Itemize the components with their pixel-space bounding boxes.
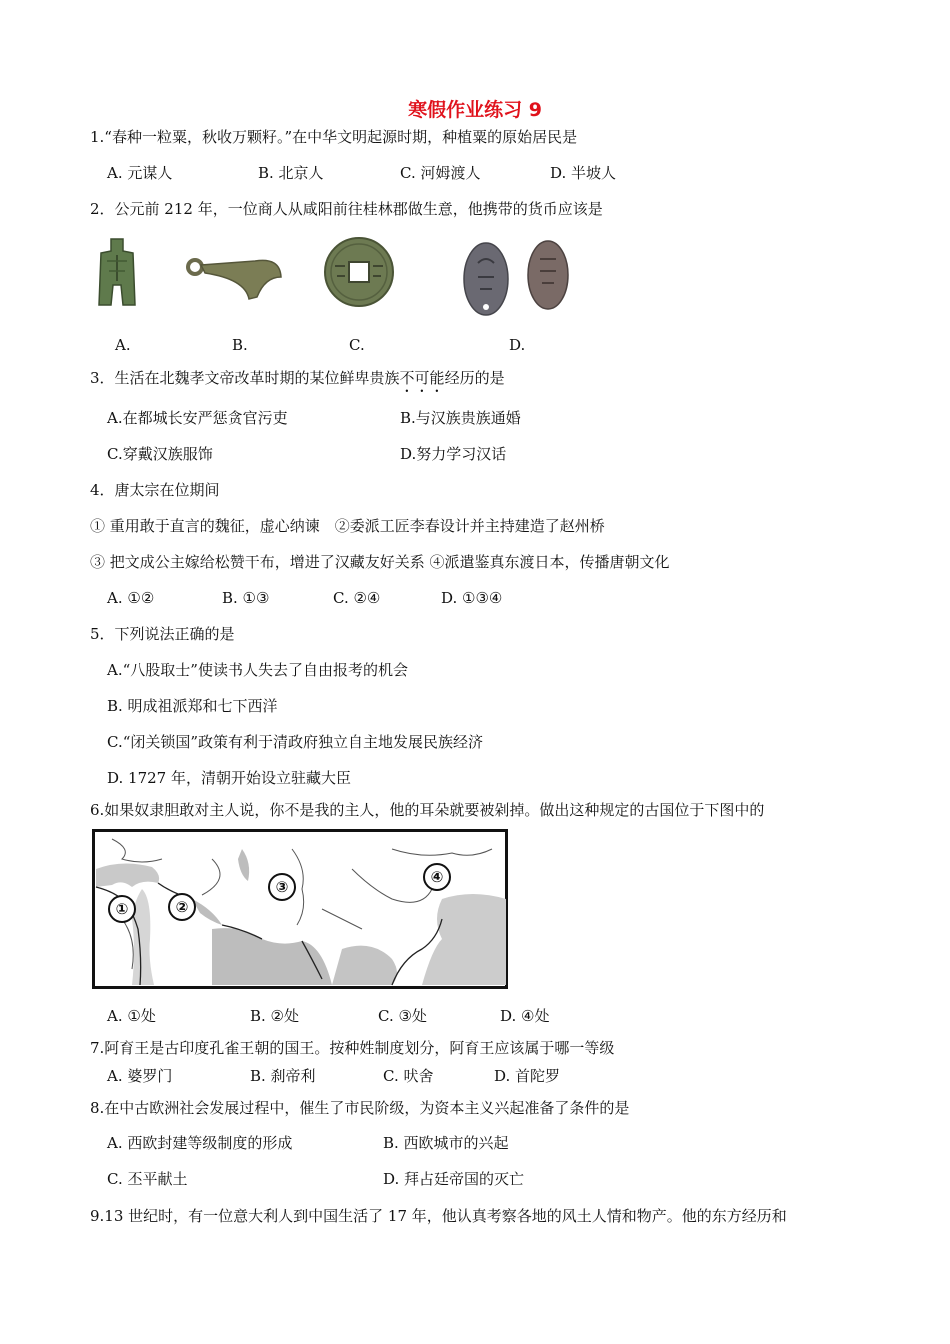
- map-marker-3: ③: [275, 878, 289, 896]
- ancient-world-map: [92, 829, 508, 989]
- q5-option-d: D. 1727 年，清朝开始设立驻藏大臣: [107, 769, 351, 787]
- question-7-stem: 7.阿育王是古印度孔雀王朝的国王。按种姓制度划分，阿育王应该属于哪一等级: [90, 1039, 615, 1057]
- q4-option-d: D. ①③④: [441, 589, 503, 607]
- q3-option-b: B.与汉族贵族通婚: [400, 409, 521, 427]
- question-3-stem: 3．生活在北魏孝文帝改革时期的某位鲜卑贵族不可能经历的是: [90, 369, 505, 387]
- emphasis-not-possible: 不可能: [399, 369, 445, 387]
- q8-option-b: B. 西欧城市的兴起: [383, 1134, 509, 1152]
- ant-nose-coins-image: [458, 237, 578, 319]
- q4-option-b: B. ①③: [222, 589, 270, 607]
- spade-coin-image: [95, 237, 139, 309]
- q1-option-b: B. 北京人: [258, 164, 324, 182]
- question-8-stem: 8.在中古欧洲社会发展过程中，催生了市民阶级，为资本主义兴起准备了条件的是: [90, 1099, 630, 1117]
- q6-option-d: D. ④处: [500, 1007, 550, 1025]
- question-5-stem: 5．下列说法正确的是: [90, 625, 235, 643]
- page-title: 寒假作业练习 9: [408, 99, 542, 121]
- q6-option-c: C. ③处: [378, 1007, 427, 1025]
- q5-option-c: C.“闭关锁国”政策有利于清政府独立自主地发展民族经济: [107, 733, 484, 751]
- q2-label-b: B.: [232, 336, 248, 354]
- q4-option-c: C. ②④: [333, 589, 381, 607]
- question-6-stem: 6.如果奴隶胆敢对主人说，你不是我的主人，他的耳朵就要被剁掉。做出这种规定的古国位于下图中的: [90, 801, 765, 819]
- q6-option-b: B. ②处: [250, 1007, 300, 1025]
- round-square-hole-coin-image: [323, 236, 395, 308]
- question-9-stem: 9.13 世纪时，有一位意大利人到中国生活了 17 年，他认真考察各地的风土人情和物产。他的东方经历和: [90, 1207, 787, 1225]
- q6-option-a: A. ①处: [107, 1007, 156, 1025]
- q3-option-a: A.在都城长安严惩贪官污吏: [107, 409, 288, 427]
- q2-label-c: C.: [349, 336, 365, 354]
- question-2-stem: 2．公元前 212 年，一位商人从咸阳前往桂林郡做生意，他携带的货币应该是: [90, 200, 603, 218]
- q8-option-a: A. 西欧封建等级制度的形成: [107, 1134, 293, 1152]
- q8-option-c: C. 丕平献土: [107, 1170, 188, 1188]
- q3-option-c: C.穿戴汉族服饰: [107, 445, 213, 463]
- q5-option-b: B. 明成祖派郑和七下西洋: [107, 697, 278, 715]
- q4-option-a: A. ①②: [107, 589, 155, 607]
- map-marker-4: ④: [430, 868, 444, 886]
- map-marker-1: ①: [115, 900, 129, 918]
- knife-coin-image: [185, 247, 285, 301]
- q1-option-d: D. 半坡人: [550, 164, 617, 182]
- q7-option-c: C. 吠舍: [383, 1067, 434, 1085]
- q4-statement-line-2: ③ 把文成公主嫁给松赞干布，增进了汉藏友好关系 ④派遣鉴真东渡日本，传播唐朝文化: [90, 553, 670, 571]
- q3-option-d: D.努力学习汉话: [400, 445, 507, 463]
- q7-option-d: D. 首陀罗: [494, 1067, 561, 1085]
- map-marker-2: ②: [175, 898, 189, 916]
- q1-option-a: A. 元谋人: [107, 164, 173, 182]
- question-1-stem: 1.“春种一粒粟，秋收万颗籽。”在中华文明起源时期，种植粟的原始居民是: [90, 128, 578, 146]
- q2-label-a: A.: [115, 336, 131, 354]
- q1-option-c: C. 河姆渡人: [400, 164, 481, 182]
- q4-statement-line-1: ① 重用敢于直言的魏征，虚心纳谏 ②委派工匠李春设计并主持建造了赵州桥: [90, 517, 605, 535]
- q7-option-b: B. 刹帝利: [250, 1067, 316, 1085]
- question-4-stem: 4．唐太宗在位期间: [90, 481, 220, 499]
- q7-option-a: A. 婆罗门: [107, 1067, 173, 1085]
- q8-option-d: D. 拜占廷帝国的灭亡: [383, 1170, 525, 1188]
- q5-option-a: A.“八股取士”使读书人失去了自由报考的机会: [107, 661, 408, 679]
- q2-label-d: D.: [509, 336, 526, 354]
